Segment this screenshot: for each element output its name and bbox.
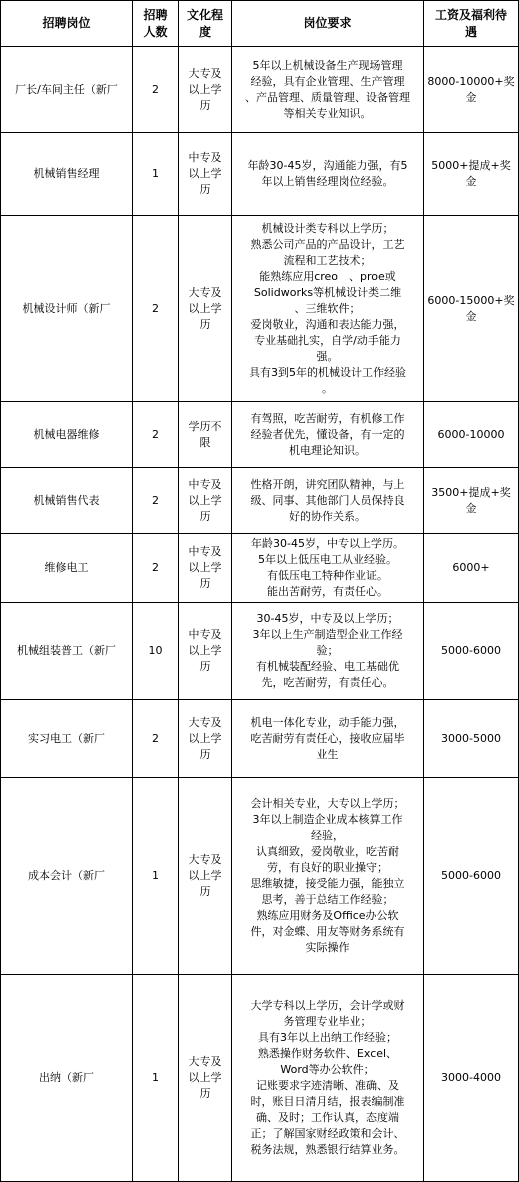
count-cell: 2: [133, 47, 179, 133]
header-count: 招聘 人数: [133, 1, 179, 47]
header-requirements: 岗位要求: [232, 1, 424, 47]
count-cell: 2: [133, 700, 179, 778]
header-education: 文化程 度: [179, 1, 232, 47]
header-salary: 工资及福利待 遇: [424, 1, 519, 47]
position-cell: 机械组装普工（新厂: [1, 603, 133, 700]
count-cell: 10: [133, 603, 179, 700]
position-cell: 出纳（新厂: [1, 975, 133, 1182]
position-cell: 维修电工: [1, 534, 133, 603]
salary-cell: 6000-10000: [424, 402, 519, 468]
salary-cell: 5000-6000: [424, 778, 519, 975]
table-row: [1, 534, 519, 603]
table-row: [1, 778, 519, 975]
education-cell: 中专及 以上学 历: [179, 468, 232, 534]
position-cell: 机械销售经理: [1, 133, 133, 216]
salary-cell: 5000-6000: [424, 603, 519, 700]
header-row: [1, 1, 519, 47]
requirements-cell: 大学专科以上学历，会计学或财 务管理专业毕业； 具有3年以上出纳工作经验； 熟悉操作财务软件、Excel、 Word等办公软件； 记账要求字迹清晰、准确、及 时，账目日清月结，报表编制准 确、及时；工作认真，态度端 正；了解国家财经政策和会计、 税务法规，熟悉银行结算业务。: [232, 975, 424, 1182]
table-row: [1, 975, 519, 1182]
education-cell: 中专及 以上学 历: [179, 133, 232, 216]
position-cell: 机械电器维修: [1, 402, 133, 468]
table-row: [1, 47, 519, 133]
requirements-cell: 有驾照，吃苦耐劳，有机修工作 经验者优先，懂设备，有一定的 机电理论知识。: [232, 402, 424, 468]
count-cell: 1: [133, 133, 179, 216]
education-cell: 大专及 以上学 历: [179, 778, 232, 975]
education-cell: 大专及 以上学 历: [179, 47, 232, 133]
requirements-cell: 机械设计类专科以上学历； 熟悉公司产品的产品设计，工艺 流程和工艺技术； 能熟练应用creo 、proe或 Solidworks等机械设计类二维 、三维软件； 爱岗敬业，沟通和表达能力强， 专业基础扎实，自学/动手能力 强。 具有3到5年的机械设计工作经验 。: [232, 216, 424, 402]
position-cell: 厂长/车间主任（新厂: [1, 47, 133, 133]
education-cell: 中专及 以上学 历: [179, 534, 232, 603]
salary-cell: 3000-4000: [424, 975, 519, 1182]
count-cell: 2: [133, 402, 179, 468]
education-cell: 大专及 以上学 历: [179, 216, 232, 402]
salary-cell: 6000-15000+奖 金: [424, 216, 519, 402]
salary-cell: 6000+: [424, 534, 519, 603]
table-row: [1, 216, 519, 402]
requirements-cell: 性格开朗，讲究团队精神，与上 级、同事、其他部门人员保持良 好的协作关系。: [232, 468, 424, 534]
table-row: [1, 700, 519, 778]
requirements-cell: 5年以上机械设备生产现场管理 经验，具有企业管理、生产管理 、产品管理、质量管理、设备管理 等相关专业知识。: [232, 47, 424, 133]
position-cell: 机械销售代表: [1, 468, 133, 534]
table-row: [1, 603, 519, 700]
count-cell: 1: [133, 975, 179, 1182]
requirements-cell: 机电一体化专业，动手能力强， 吃苦耐劳有责任心，接收应届毕 业生: [232, 700, 424, 778]
position-cell: 实习电工（新厂: [1, 700, 133, 778]
count-cell: 2: [133, 468, 179, 534]
salary-cell: 3000-5000: [424, 700, 519, 778]
table-row: [1, 468, 519, 534]
requirements-cell: 会计相关专业，大专以上学历； 3年以上制造企业成本核算工作 经验， 认真细致，爱岗敬业，吃苦耐 劳，有良好的职业操守； 思维敏捷，接受能力强，能独立 思考，善于总结工作经验； 熟练应用财务及Office办公软 件，对金蝶、用友等财务系统有 实际操作: [232, 778, 424, 975]
salary-cell: 5000+提成+奖 金: [424, 133, 519, 216]
position-cell: 机械设计师（新厂: [1, 216, 133, 402]
count-cell: 2: [133, 216, 179, 402]
header-position: 招聘岗位: [1, 1, 133, 47]
table-row: [1, 133, 519, 216]
table-row: [1, 402, 519, 468]
requirements-cell: 年龄30-45岁，中专以上学历。 5年以上低压电工从业经验。 有低压电工特种作业证。 能出苦耐劳，有责任心。: [232, 534, 424, 603]
education-cell: 大专及 以上学 历: [179, 975, 232, 1182]
education-cell: 中专及 以上学 历: [179, 603, 232, 700]
position-cell: 成本会计（新厂: [1, 778, 133, 975]
requirements-cell: 年龄30-45岁，沟通能力强，有5 年以上销售经理岗位经验。: [232, 133, 424, 216]
salary-cell: 8000-10000+奖 金: [424, 47, 519, 133]
education-cell: 学历不 限: [179, 402, 232, 468]
education-cell: 大专及 以上学 历: [179, 700, 232, 778]
salary-cell: 3500+提成+奖 金: [424, 468, 519, 534]
requirements-cell: 30-45岁，中专及以上学历； 3年以上生产制造型企业工作经 验； 有机械装配经验、电工基础优 先，吃苦耐劳，有责任心。: [232, 603, 424, 700]
count-cell: 1: [133, 778, 179, 975]
count-cell: 2: [133, 534, 179, 603]
